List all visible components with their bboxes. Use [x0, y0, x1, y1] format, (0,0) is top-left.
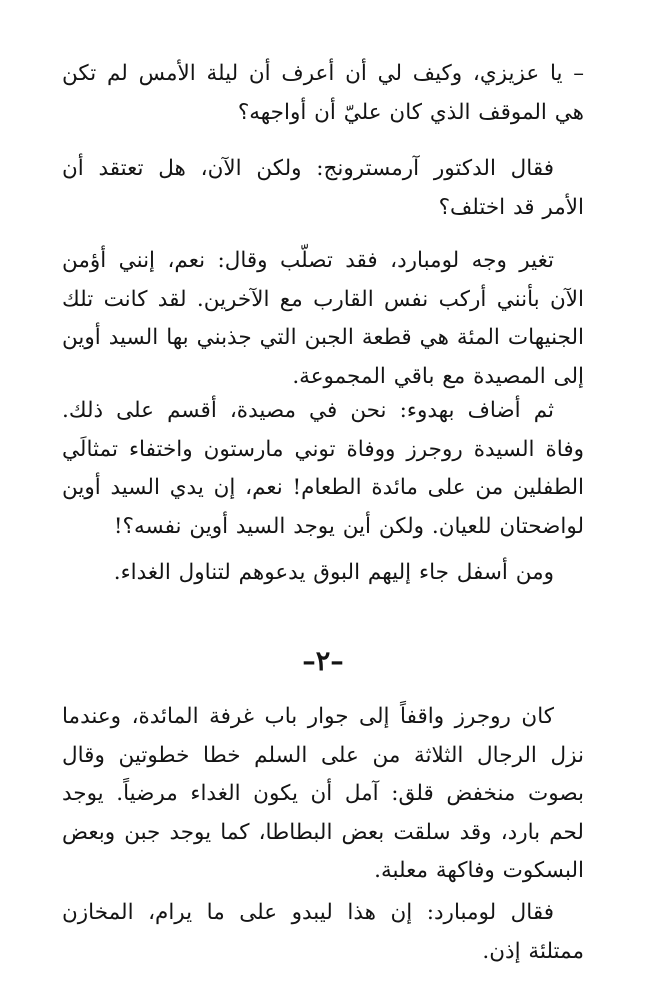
book-page: [62, 0, 584, 1000]
paragraph-lunch-gong: ومن أسفل جاء إليهم البوق يدعوهم لتناول الغداء.: [113, 560, 554, 585]
paragraph-lombard-reply: فقال لومبارد: إن هذا ليبدو على ما يرام، المخازن ممتلئة إذن.: [62, 900, 584, 964]
section-number: –٢–: [302, 646, 344, 677]
paragraph-lombard-question: – يا عزيزي، وكيف لي أن أعرف أن ليلة الأمس لم تكن هي الموقف الذي كان عليّ أن أواجهه؟: [62, 61, 584, 125]
paragraph-lombard-believes: تغير وجه لومبارد، فقد تصلّب وقال: نعم، إنني أؤمن الآن بأنني أركب نفس القارب مع الآخرين. لقد كانت تلك الجنيهات المئة هي قطعة الجبن التي جذبني بها السيد أوين إلى المصيدة مع باقي المجموعة.: [62, 248, 584, 389]
paragraph-trap: ثم أضاف بهدوء: نحن في مصيدة، أقسم على ذلك. وفاة السيدة روجرز ووفاة توني مارستون واختفاء تمثالَي الطفلين من على مائدة الطعام! نعم، إن يدي السيد أوين لواضحتان للعيان. ولكن أين يوجد السيد أوين نفسه؟!: [62, 398, 584, 539]
paragraph-rogers-lunch: كان روجرز واقفاً إلى جوار باب غرفة المائدة، وعندما نزل الرجال الثلاثة من على السلم خطا خطوتين وقال بصوت منخفض قلق: آمل أن يكون الغداء مرضياً. يوجد لحم بارد، وقد سلقت بعض البطاطا، كما يوجد جبن وبعض البسكوت وفاكهة معلبة.: [62, 704, 584, 883]
paragraph-armstrong-asks: فقال الدكتور آرمسترونج: ولكن الآن، هل تعتقد أن الأمر قد اختلف؟: [62, 156, 584, 220]
